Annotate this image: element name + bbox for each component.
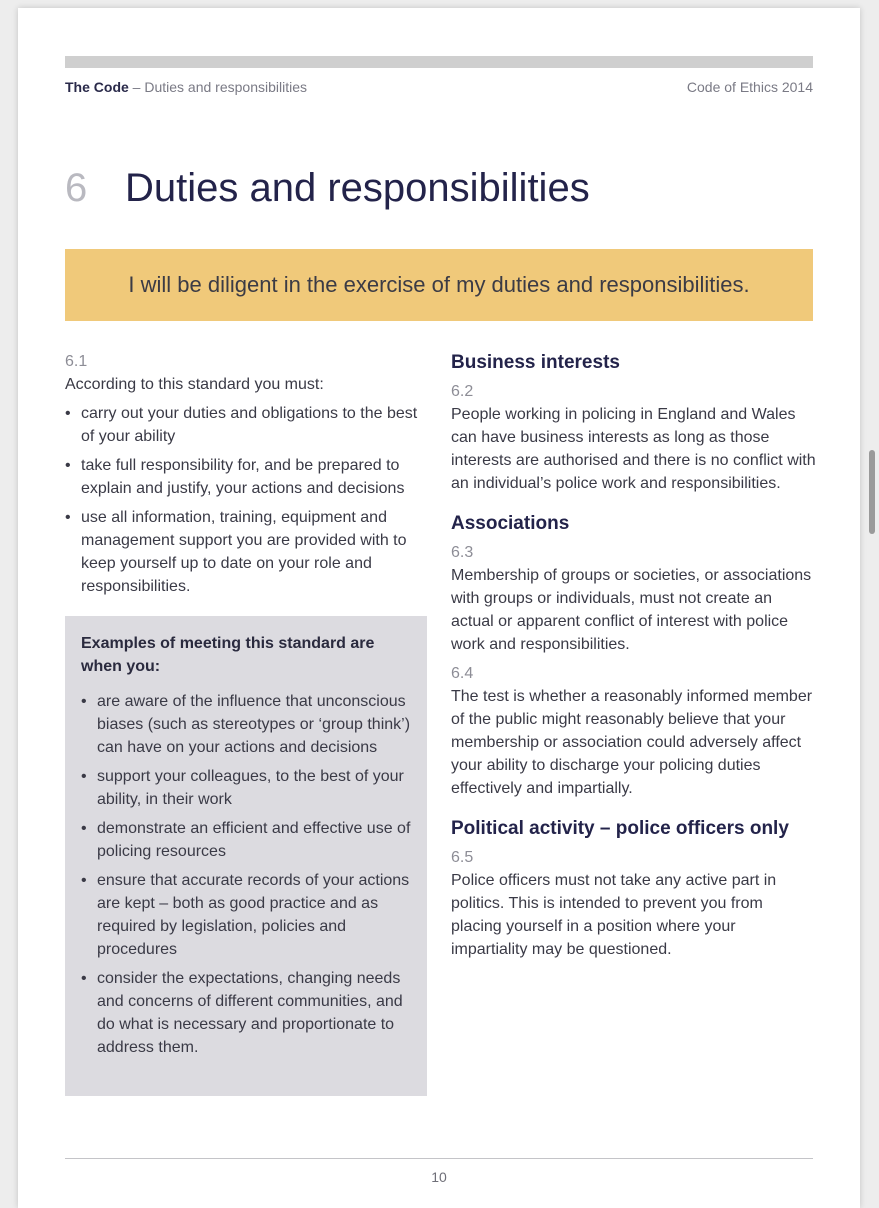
section-associations [451,511,816,800]
paragraph-number: 6.2 [451,383,474,400]
header-doc-title: Code of Ethics 2014 [686,79,813,95]
list-item: • use all information, training, equipment and management support you are provided with to keep yourself up to date on your role and responsibilities. [65,506,425,598]
section-heading: Associations [451,513,570,534]
paragraph-text: Police officers must not take any active part in politics. This is intended to prevent you from placing yourself in a position where your impartiality may be questioned. [451,872,777,958]
paragraph-intro: According to this standard you must: [65,376,324,393]
list-item: • take full responsibility for, and be prepared to explain and justify, your actions and decisions [65,454,425,500]
section-number: 6 [65,166,88,210]
examples-heading: Examples of meeting this standard are when you: [81,635,375,675]
paragraph-number: 6.4 [451,665,474,682]
document-page [18,8,860,1208]
page-number: 10 [431,1169,447,1185]
paragraph-number: 6.5 [451,849,474,866]
list-item: • ensure that accurate records of your actions are kept – both as good practice and as required by legislation, policies and procedures [81,869,411,961]
running-header [65,79,813,95]
header-rule [65,56,813,68]
page-title [65,166,590,211]
paragraph-text: The test is whether a reasonably informed member of the public might reasonably believe that your membership or association could adversely affect your ability to discharge your policing duties effectively and impartially. [451,688,813,797]
list-item: • support your colleagues, to the best of your ability, in their work [81,765,411,811]
standard-banner [65,249,813,321]
list-item: • consider the expectations, changing needs and concerns of different communities, and do what is necessary and proportionate to address them. [81,967,411,1059]
header-section-label: The Code [65,79,129,95]
section-heading: Business interests [451,352,620,373]
section-title: Duties and responsibilities [125,166,590,210]
header-section-sub: – Duties and responsibilities [128,79,307,95]
left-column [65,350,425,604]
requirements-list [65,402,425,598]
examples-list [81,690,411,1059]
footer-rule [65,1158,813,1159]
section-heading: Political activity – police officers only [451,818,789,839]
list-item: • are aware of the influence that unconscious biases (such as stereotypes or ‘group think’) can have on your actions and decisions [81,690,411,759]
list-item: • demonstrate an efficient and effective use of policing resources [81,817,411,863]
paragraph-text: People working in policing in England and Wales can have business interests as long as those interests are authorised and there is no conflict with an individual’s police work and responsibilities. [451,406,816,492]
paragraph-number: 6.1 [65,353,88,370]
section-business-interests [451,350,816,495]
right-column [451,350,816,977]
list-item: • carry out your duties and obligations to the best of your ability [65,402,425,448]
paragraph-text: Membership of groups or societies, or associations with groups or individuals, must not create an actual or apparent conflict of interest with police work and responsibilities. [451,567,812,653]
section-political-activity [451,816,816,961]
vertical-scrollbar[interactable] [869,450,875,534]
standard-statement: I will be diligent in the exercise of my duties and responsibilities. [128,272,750,297]
paragraph-number: 6.3 [451,544,474,561]
examples-box [65,616,427,1096]
